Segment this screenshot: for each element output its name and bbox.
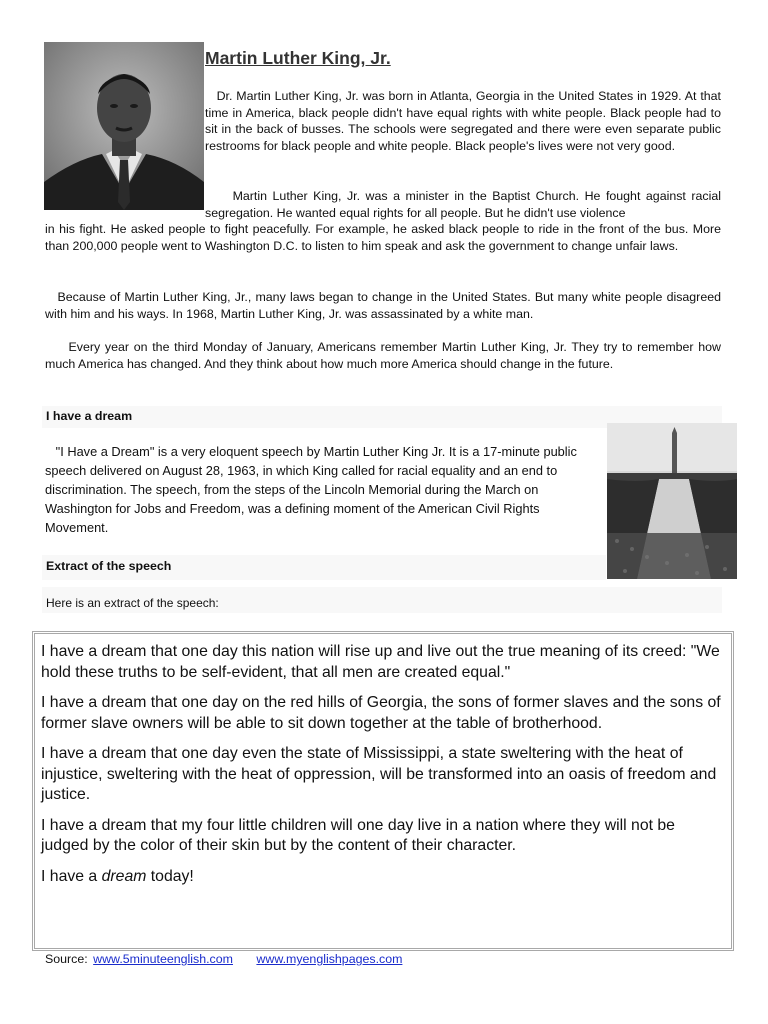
speech-quote-box: [32, 631, 734, 951]
lincoln-memorial-crowd-photo: [607, 423, 737, 579]
quote-line: I have a dream that my four little children will one day live in a nation where they will not be judged by the color of their skin but by the content of their character.: [41, 816, 675, 854]
source-link-myenglishpages[interactable]: www.myenglishpages.com: [256, 952, 403, 966]
quote-line: I have a dream that one day on the red hills of Georgia, the sons of former slaves and the sons of former slave owners will be able to sit down together at the table of brotherhood.: [41, 694, 721, 732]
source-link-5minuteenglish[interactable]: www.5minuteenglish.com: [93, 952, 233, 966]
source-label: Source:: [45, 952, 88, 966]
paragraph-remembrance: Every year on the third Monday of January, Americans remember Martin Luther King, Jr. They try to remember how much America has changed. And they think about how much more America should change in the future.: [45, 340, 721, 371]
quote-emphasis: dream: [101, 867, 147, 885]
extract-note: Here is an extract of the speech:: [46, 596, 219, 610]
paragraph-laws-change: Because of Martin Luther King, Jr., many laws began to change in the United States. But many white people disagreed with him and his ways. In 1968, Martin Luther King, Jr. was assassinated by a white man.: [45, 290, 721, 321]
quote-line: I have a dream that one day this nation will rise up and live out the true meaning of its creed: "We hold these truths to be self-evident, that all men are created equal.": [41, 643, 720, 681]
paragraph-minister-continued: in his fight. He asked people to fight peacefully. For example, he asked black people to ride in the front of the bus. More than 200,000 people went to Washington D.C. to listen to him speak and ask the government to change unfair laws.: [45, 222, 721, 253]
section-heading-dream: I have a dream: [46, 409, 133, 423]
paragraph-birth: Dr. Martin Luther King, Jr. was born in Atlanta, Georgia in the United States in 1929. At that time in America, black people didn't have equal rights with white people. Black people had to sit in the back of busses. The schools were segregated and there were even separate public restrooms for black people and white people. Black people's lives were not very good.: [205, 89, 721, 153]
paragraph-speech-intro: "I Have a Dream" is a very eloquent speech by Martin Luther King Jr. It is a 17-minute public speech delivered on August 28, 1963, in which King called for racial equality and an end to discrimination. The speech, from the steps of the Lincoln Memorial during the March on Washington for Jobs and Freedom, was a defining moment of the American Civil Rights Movement.: [45, 444, 577, 535]
quote-last-line: I have a dream today!: [41, 867, 194, 885]
portrait-photo: [44, 42, 204, 210]
paragraph-minister-start: Martin Luther King, Jr. was a minister in the Baptist Church. He fought against racial segregation. He wanted equal rights for all people. But he didn't use violence: [205, 189, 721, 220]
quote-line: I have a dream that one day even the state of Mississippi, a state sweltering with the heat of injustice, sweltering with the heat of oppression, will be transformed into an oasis of freedom and justice.: [41, 745, 717, 803]
section-heading-extract: Extract of the speech: [46, 559, 172, 573]
article-title: Martin Luther King, Jr.: [205, 48, 391, 68]
source-line: [45, 952, 402, 966]
